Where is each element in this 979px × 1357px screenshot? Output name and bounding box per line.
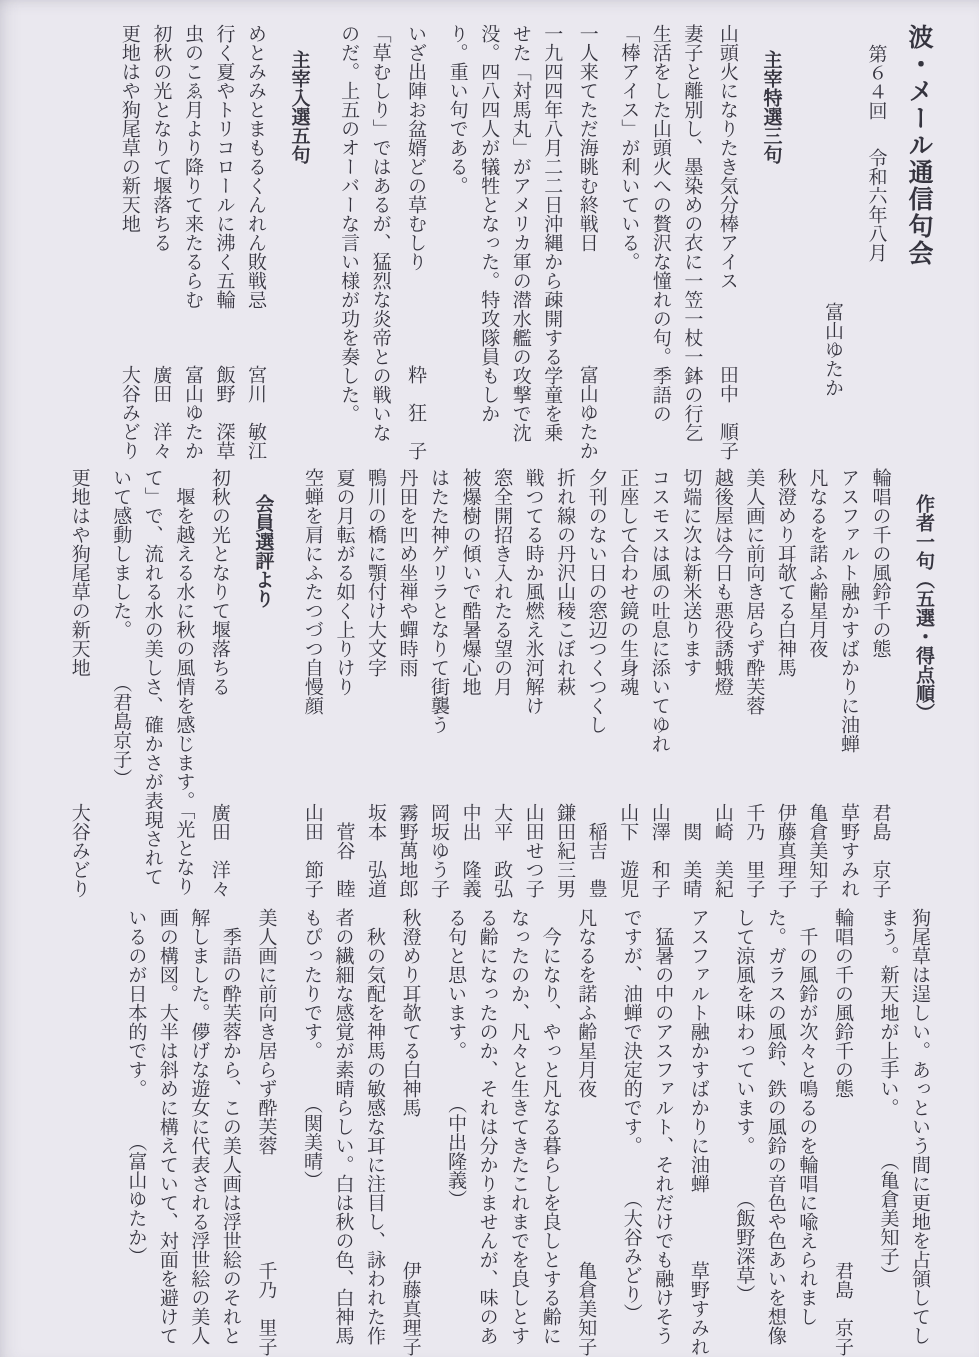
haiku-author: 君島 京子: [869, 803, 891, 898]
senpyo-entry: [105, 468, 235, 898]
haiku-text: 折れ線の丹沢山稜こぼれ萩: [554, 468, 576, 696]
haiku-line: [145, 24, 177, 464]
haiku-text: はたた神ゲリラとなりて街襲う: [428, 468, 450, 734]
haiku-text: アスファルト融かすばかりに油蝉: [837, 468, 859, 753]
haiku-author: 富山ゆたか: [576, 365, 598, 460]
haiku-text: 凡なるを諾ふ齢星月夜: [806, 468, 828, 658]
member-comment-text: 今になり、やっと凡なる暮らしを良しとする齢になったのか、凡々と生きてきたこれまでを良しとする齢になったのか、それは分かりませんが、味のある句と思います。: [445, 908, 561, 1345]
haiku-line: [682, 908, 714, 1357]
haiku-line: [176, 24, 208, 464]
haiku-text: 夕刊のない日の窓辺つくつくし: [585, 468, 607, 734]
member-comment-text: 堰を越える水に秋の風情を感じます。「光となりて」で、流れる水の美しさ、確かさが表現されていて感動しました。: [110, 468, 195, 896]
haiku-author: 草野すみれ: [837, 803, 859, 898]
haiku-text: 窓全開招き入れたる望の月: [491, 468, 513, 696]
haiku-author: 飯野 深草: [213, 365, 235, 460]
section-senpyo: [63, 468, 278, 898]
senpyo-entry: [440, 908, 602, 1356]
editor-name: 富山ゆたか: [821, 302, 843, 397]
reviewer-name: （亀倉美知子）: [877, 1161, 899, 1285]
haiku-line: [706, 468, 738, 902]
haiku-author: 稲吉 豊: [585, 822, 607, 898]
haiku-line: [801, 468, 833, 902]
haiku-line: [394, 908, 426, 1357]
haiku-text: 更地はや狗尾草の新天地: [118, 24, 140, 233]
top-band: [8, 24, 939, 460]
haiku-author: 田中 順子: [716, 365, 738, 460]
section-tokusen: [333, 24, 787, 460]
haiku-author: 山澤 和子: [648, 803, 670, 898]
haiku-author: 亀倉美知子: [806, 803, 828, 898]
haiku-text: 越後屋は今日も悪役誘蛾燈: [711, 468, 733, 696]
member-comment: [120, 908, 246, 1356]
haiku-author: 粋 狂 子: [405, 365, 427, 460]
judge-comment: 妻子と離別し、墨染めの衣に一笠一杖一鉢の行乞生活をした山頭火への贅沢な憧れの句。季語の「棒アイス」が利いている。: [618, 24, 703, 442]
section-heading-tokusen: 主宰特選三句: [760, 50, 782, 164]
senpyo-entry: [615, 908, 714, 1356]
haiku-author: 大谷みどり: [68, 803, 90, 898]
issue-number: 第６４回: [865, 44, 887, 120]
haiku-line: [208, 24, 240, 464]
reviewer-name: （飯野深草）: [733, 1199, 755, 1304]
judge-comment: 一九四四年八月二二日沖縄から疎開する学童を乗せた「対馬丸」がアメリカ軍の潜水艦の攻撃で沈没。四八四人が犠牲となった。特攻隊員もしかり。重い句である。: [446, 24, 563, 442]
haiku-line: [571, 24, 603, 464]
haiku-text: 行く夏やトリコロールに沸く五輪: [213, 24, 235, 309]
haiku-text: 被爆樹の傾いで酷暑爆心地: [459, 468, 481, 696]
haiku-text: 戦つてる時か風燃え氷河解け: [522, 468, 544, 715]
haiku-author: 宮川 敏江: [245, 365, 266, 460]
haiku-text: 丹田を凹め坐禅や蟬時雨: [396, 468, 418, 677]
section-heading-sakusha: 作者一句（五選・得点順）: [913, 494, 934, 722]
haiku-author: 廣田 洋々: [208, 803, 230, 898]
haiku-author: 伊藤真理子: [399, 1261, 421, 1356]
haiku-author: 大平 政弘: [491, 803, 513, 898]
member-comment: [105, 468, 200, 898]
haiku-line: [517, 468, 549, 902]
haiku-line: [769, 468, 801, 902]
member-comment-text: 秋の気配を神馬の敏感な耳に注目し、詠われた作者の繊細な感覚が素晴らしい。白は秋の色、白神馬もぴったりです。: [300, 908, 386, 1345]
haiku-text: 切端に次は新米送ります: [680, 468, 702, 677]
haiku-line: [711, 24, 743, 464]
haiku-text: 初秋の光となりて堰落ちる: [208, 468, 230, 696]
haiku-author: 山田 節子: [301, 803, 323, 898]
member-comment: [440, 908, 566, 1356]
member-comment: [295, 908, 390, 1356]
member-comment: [615, 908, 678, 1356]
page-title: 波・メール通信句会: [905, 24, 932, 267]
haiku-text: 鴨川の橋に顎付け大文字: [364, 468, 386, 677]
haiku-line: [486, 468, 518, 902]
haiku-text: 山頭火になりたき気分棒アイス: [716, 24, 738, 290]
haiku-line: [454, 468, 486, 902]
member-comment-text: 季語の酔芙蓉から、この美人画は浮世絵のそれと解しました。儚げな遊女に代表される浮世絵の美人画の構図。大半は斜めに構えていて、対面を避けているのが日本的です。: [125, 908, 241, 1345]
haiku-text: 夏の月転がる如く上りけり: [333, 468, 355, 696]
haiku-line: [832, 468, 864, 902]
haiku-line: [63, 468, 95, 902]
haiku-line: [612, 468, 644, 902]
haiku-line: [400, 24, 432, 464]
haiku-text: 一人来てただ海眺む終戦日: [576, 24, 598, 252]
haiku-author: 伊藤真理子: [774, 803, 796, 898]
haiku-line: [643, 468, 675, 902]
haiku-author: 菅谷 睦: [333, 822, 355, 898]
haiku-text: 空蝉を肩にふたつづつ自慢顔: [301, 468, 323, 715]
issue-date: 令和六年八月: [865, 148, 887, 262]
senpyo-entry: [295, 908, 425, 1356]
haiku-text: 秋澄めり耳欹てる白神馬: [774, 468, 796, 677]
haiku-author: 千乃 里子: [743, 803, 765, 898]
haiku-author: 亀倉美知子: [575, 1261, 597, 1356]
member-comment: [728, 908, 823, 1356]
haiku-line: [296, 468, 328, 902]
haiku-line: [826, 908, 858, 1357]
haiku-author: 君島 京子: [831, 1261, 853, 1356]
haiku-line: [864, 468, 896, 902]
haiku-author: 大谷みどり: [118, 365, 140, 460]
haiku-author: 廣田 洋々: [150, 365, 172, 460]
reviewer-name: （大谷みどり）: [620, 1199, 642, 1323]
haiku-line: [580, 468, 612, 902]
haiku-text: 凡なるを諾ふ齢星月夜: [575, 908, 597, 1098]
issue-line: [860, 24, 892, 460]
title-block: [816, 24, 939, 460]
haiku-line: [328, 468, 360, 902]
haiku-line: [738, 468, 770, 902]
senpyo-entry: [120, 908, 282, 1356]
haiku-text: 美人画に前向き居らず酔芙蓉: [255, 908, 277, 1155]
haiku-text: めとみみとまもるくんれん敗戦忌: [245, 24, 266, 309]
haiku-line: [113, 24, 145, 464]
bottom-band: [8, 908, 939, 1356]
haiku-line: [239, 24, 271, 464]
haiku-line: [391, 468, 423, 902]
tokusen-entry: [441, 24, 603, 460]
tokusen-entry: [613, 24, 743, 460]
section-nyusen: [113, 24, 314, 460]
member-comment-text: 狗尾草は逞しい。あっという間に更地を占領してしまう。新天地が上手い。: [877, 908, 930, 1345]
reviewer-name: （中出隆義）: [445, 1104, 467, 1209]
haiku-author: 山田せつ子: [522, 803, 544, 898]
member-comment: [872, 908, 935, 1356]
member-comment-text: 猛暑の中のアスファルト、それだけでも融けそうですが、油蝉で決定的です。: [620, 908, 674, 1345]
section-heading-senpyo: 会員選評より: [252, 494, 274, 608]
haiku-author: 草野すみれ: [687, 1261, 709, 1356]
haiku-author: 坂本 弘道: [364, 803, 386, 898]
member-comment-text: 千の風鈴が次々と鳴るのを輪唱に喩えられました。ガラスの風鈴、鉄の風鈴の音色や色あいを想像して涼風を味わっています。: [733, 908, 818, 1345]
haiku-author: 関 美晴: [680, 822, 702, 898]
haiku-author: 千乃 里子: [255, 1261, 277, 1356]
haiku-line: [203, 468, 235, 902]
tokusen-entry: [333, 24, 432, 460]
haiku-text: 輪唱の千の風鈴千の態: [869, 468, 891, 658]
senpyo-entry: [728, 908, 858, 1356]
haiku-line: [250, 908, 282, 1357]
reviewer-name: （君島京子）: [110, 683, 132, 788]
haiku-line: [570, 908, 602, 1357]
haiku-line: [675, 468, 707, 902]
haiku-line: [359, 468, 391, 902]
judge-comment: 「草むしり」ではあるが、猛烈な炎帝との戦いなのだ。上五のオーバーな言い様が功を奏した。: [338, 24, 391, 442]
haiku-text: 正座して合わせ鏡の生身魂: [617, 468, 639, 696]
middle-band: [8, 468, 939, 898]
haiku-author: 富山ゆたか: [181, 365, 203, 460]
haiku-author: 山下 遊児: [617, 803, 639, 898]
haiku-author: 中出 隆義: [459, 803, 481, 898]
haiku-text: 初秋の光となりて堰落ちる: [150, 24, 172, 252]
section-heading-nyusen: 主宰入選五句: [288, 50, 310, 164]
haiku-author: 岡坂ゆう子: [428, 803, 450, 898]
haiku-text: 虫のこゑ月より降りて来たるらむ: [181, 24, 203, 309]
haiku-text: 更地はや狗尾草の新天地: [68, 468, 90, 677]
haiku-text: コスモスは風の吐息に添いてゆれ: [648, 468, 670, 753]
section-senpyo-continued: [120, 908, 935, 1356]
haiku-text: 輪唱の千の風鈴千の態: [831, 908, 853, 1098]
haiku-author: 山崎 美紀: [711, 803, 733, 898]
haiku-author: 鎌田紀三男: [554, 803, 576, 898]
haiku-author: 霧野萬地郎: [396, 803, 418, 898]
haiku-text: いざ出陣お盆婿どの草むしり: [405, 24, 427, 271]
haiku-text: 秋澄めり耳欹てる白神馬: [399, 908, 421, 1117]
reviewer-name: （富山ゆたか）: [125, 1142, 147, 1266]
haiku-text: 美人画に前向き居らず酔芙蓉: [743, 468, 765, 715]
section-sakusha: [296, 468, 939, 898]
haiku-text: アスファルト融かすばかりに油蝉: [687, 908, 709, 1193]
haiku-line: [423, 468, 455, 902]
reviewer-name: （関美晴）: [300, 1104, 322, 1190]
haiku-line: [549, 468, 581, 902]
